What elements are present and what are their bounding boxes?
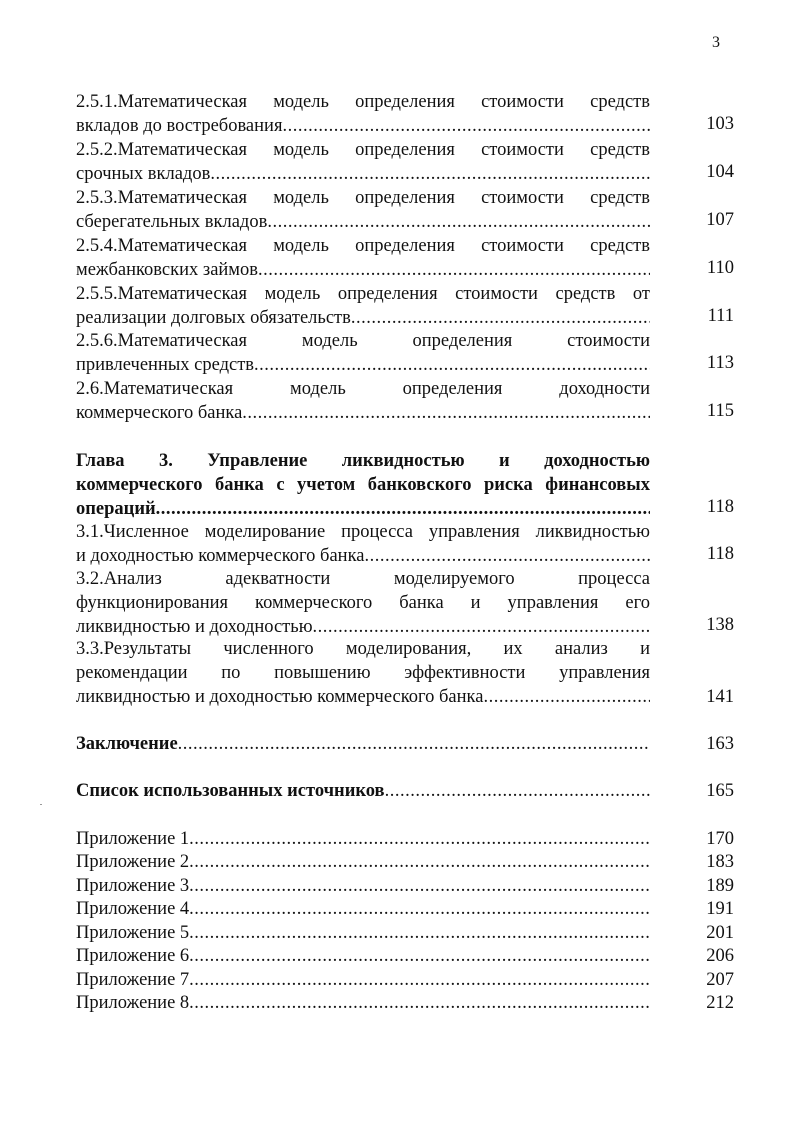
toc-page-number: 163: [706, 734, 734, 754]
toc-entry-text: вкладов до востребования .....: [76, 114, 650, 138]
toc-entry-text: срочных вкладов .....: [76, 162, 650, 186]
toc-page-number: 191: [706, 899, 734, 919]
toc-entry-text: и доходностью коммерческого банка .....: [76, 544, 650, 568]
toc-entry-text: 2.5.6.Математическая модель определения стоимости: [76, 331, 650, 351]
toc-entry-text: 2.5.5.Математическая модель определения стоимости средств от: [76, 284, 650, 304]
toc-entry-text: коммерческого банка .....: [76, 401, 650, 425]
toc-entry-text: ликвидностью и доходностью .....: [76, 615, 650, 639]
toc-entry-text: сберегательных вкладов .....: [76, 210, 650, 234]
toc-page-number: 118: [706, 544, 734, 564]
toc-entry-text: 2.5.4.Математическая модель определения стоимости средств: [76, 236, 650, 256]
toc-entry-text: Приложение 5 .....: [76, 921, 650, 945]
toc-page-number: 207: [706, 970, 734, 990]
toc-page-number: 107: [706, 210, 734, 230]
toc-page-number: 165: [706, 781, 734, 801]
toc-entry-text: 3.1.Численное моделирование процесса управления ликвидностью: [76, 522, 650, 542]
toc-page-number: 115: [706, 401, 734, 421]
toc-page-number: 104: [706, 162, 734, 182]
toc-entry-text: Приложение 4 .....: [76, 897, 650, 921]
toc-entry-text: ликвидностью и доходностью коммерческого банка .....: [76, 685, 650, 709]
toc-entry-text: реализации долговых обязательств .....: [76, 306, 650, 330]
toc-page-number: 111: [707, 306, 734, 326]
toc-entry-text: 2.5.2.Математическая модель определения стоимости средств: [76, 140, 650, 160]
toc-entry-text: операций .....: [76, 497, 650, 521]
toc-entry-text: 2.5.3.Математическая модель определения стоимости средств: [76, 188, 650, 208]
toc-entry-text: 2.5.1.Математическая модель определения стоимости средств: [76, 92, 650, 112]
toc-page-number: 138: [706, 615, 734, 635]
toc-entry-text: Приложение 8 .....: [76, 991, 650, 1015]
toc-entry-text: Список использованных источников .....: [76, 779, 650, 803]
toc-entry-text: Приложение 6 .....: [76, 944, 650, 968]
scan-mark: [40, 804, 42, 805]
toc-entry-text: Глава 3. Управление ликвидностью и доходностью: [76, 451, 650, 471]
toc-page-number: 206: [706, 946, 734, 966]
toc-page-number: 183: [706, 852, 734, 872]
toc-entry-text: Приложение 3 .....: [76, 874, 650, 898]
toc-entry-text: рекомендации по повышению эффективности управления: [76, 663, 650, 683]
toc-entry-text: Приложение 1 .....: [76, 827, 650, 851]
toc-entry-text: Приложение 7 .....: [76, 968, 650, 992]
toc-entry-text: коммерческого банка с учетом банковского риска финансовых: [76, 475, 650, 495]
toc-page-number: 141: [706, 687, 734, 707]
toc-entry-text: 3.3.Результаты численного моделирования, их анализ и: [76, 639, 650, 659]
toc-page-number: 113: [706, 353, 734, 373]
page-number: 3: [712, 34, 720, 51]
toc-page-number: 212: [706, 993, 734, 1013]
toc-page-number: 201: [706, 923, 734, 943]
toc-page-number: 118: [706, 497, 734, 517]
toc-entry-text: Заключение .....: [76, 732, 650, 756]
toc-entry-text: функционирования коммерческого банка и управления его: [76, 593, 650, 613]
toc-entry-text: межбанковских займов .....: [76, 258, 650, 282]
toc-entry-text: 2.6.Математическая модель определения доходности: [76, 379, 650, 399]
toc-page-number: 189: [706, 876, 734, 896]
toc-entry-text: Приложение 2 .....: [76, 850, 650, 874]
toc-entry-text: 3.2.Анализ адекватности моделируемого процесса: [76, 569, 650, 589]
toc-entry-text: привлеченных средств .....: [76, 353, 650, 377]
toc-page-number: 110: [706, 258, 734, 278]
toc-page-number: 103: [706, 114, 734, 134]
toc-page-number: 170: [706, 829, 734, 849]
